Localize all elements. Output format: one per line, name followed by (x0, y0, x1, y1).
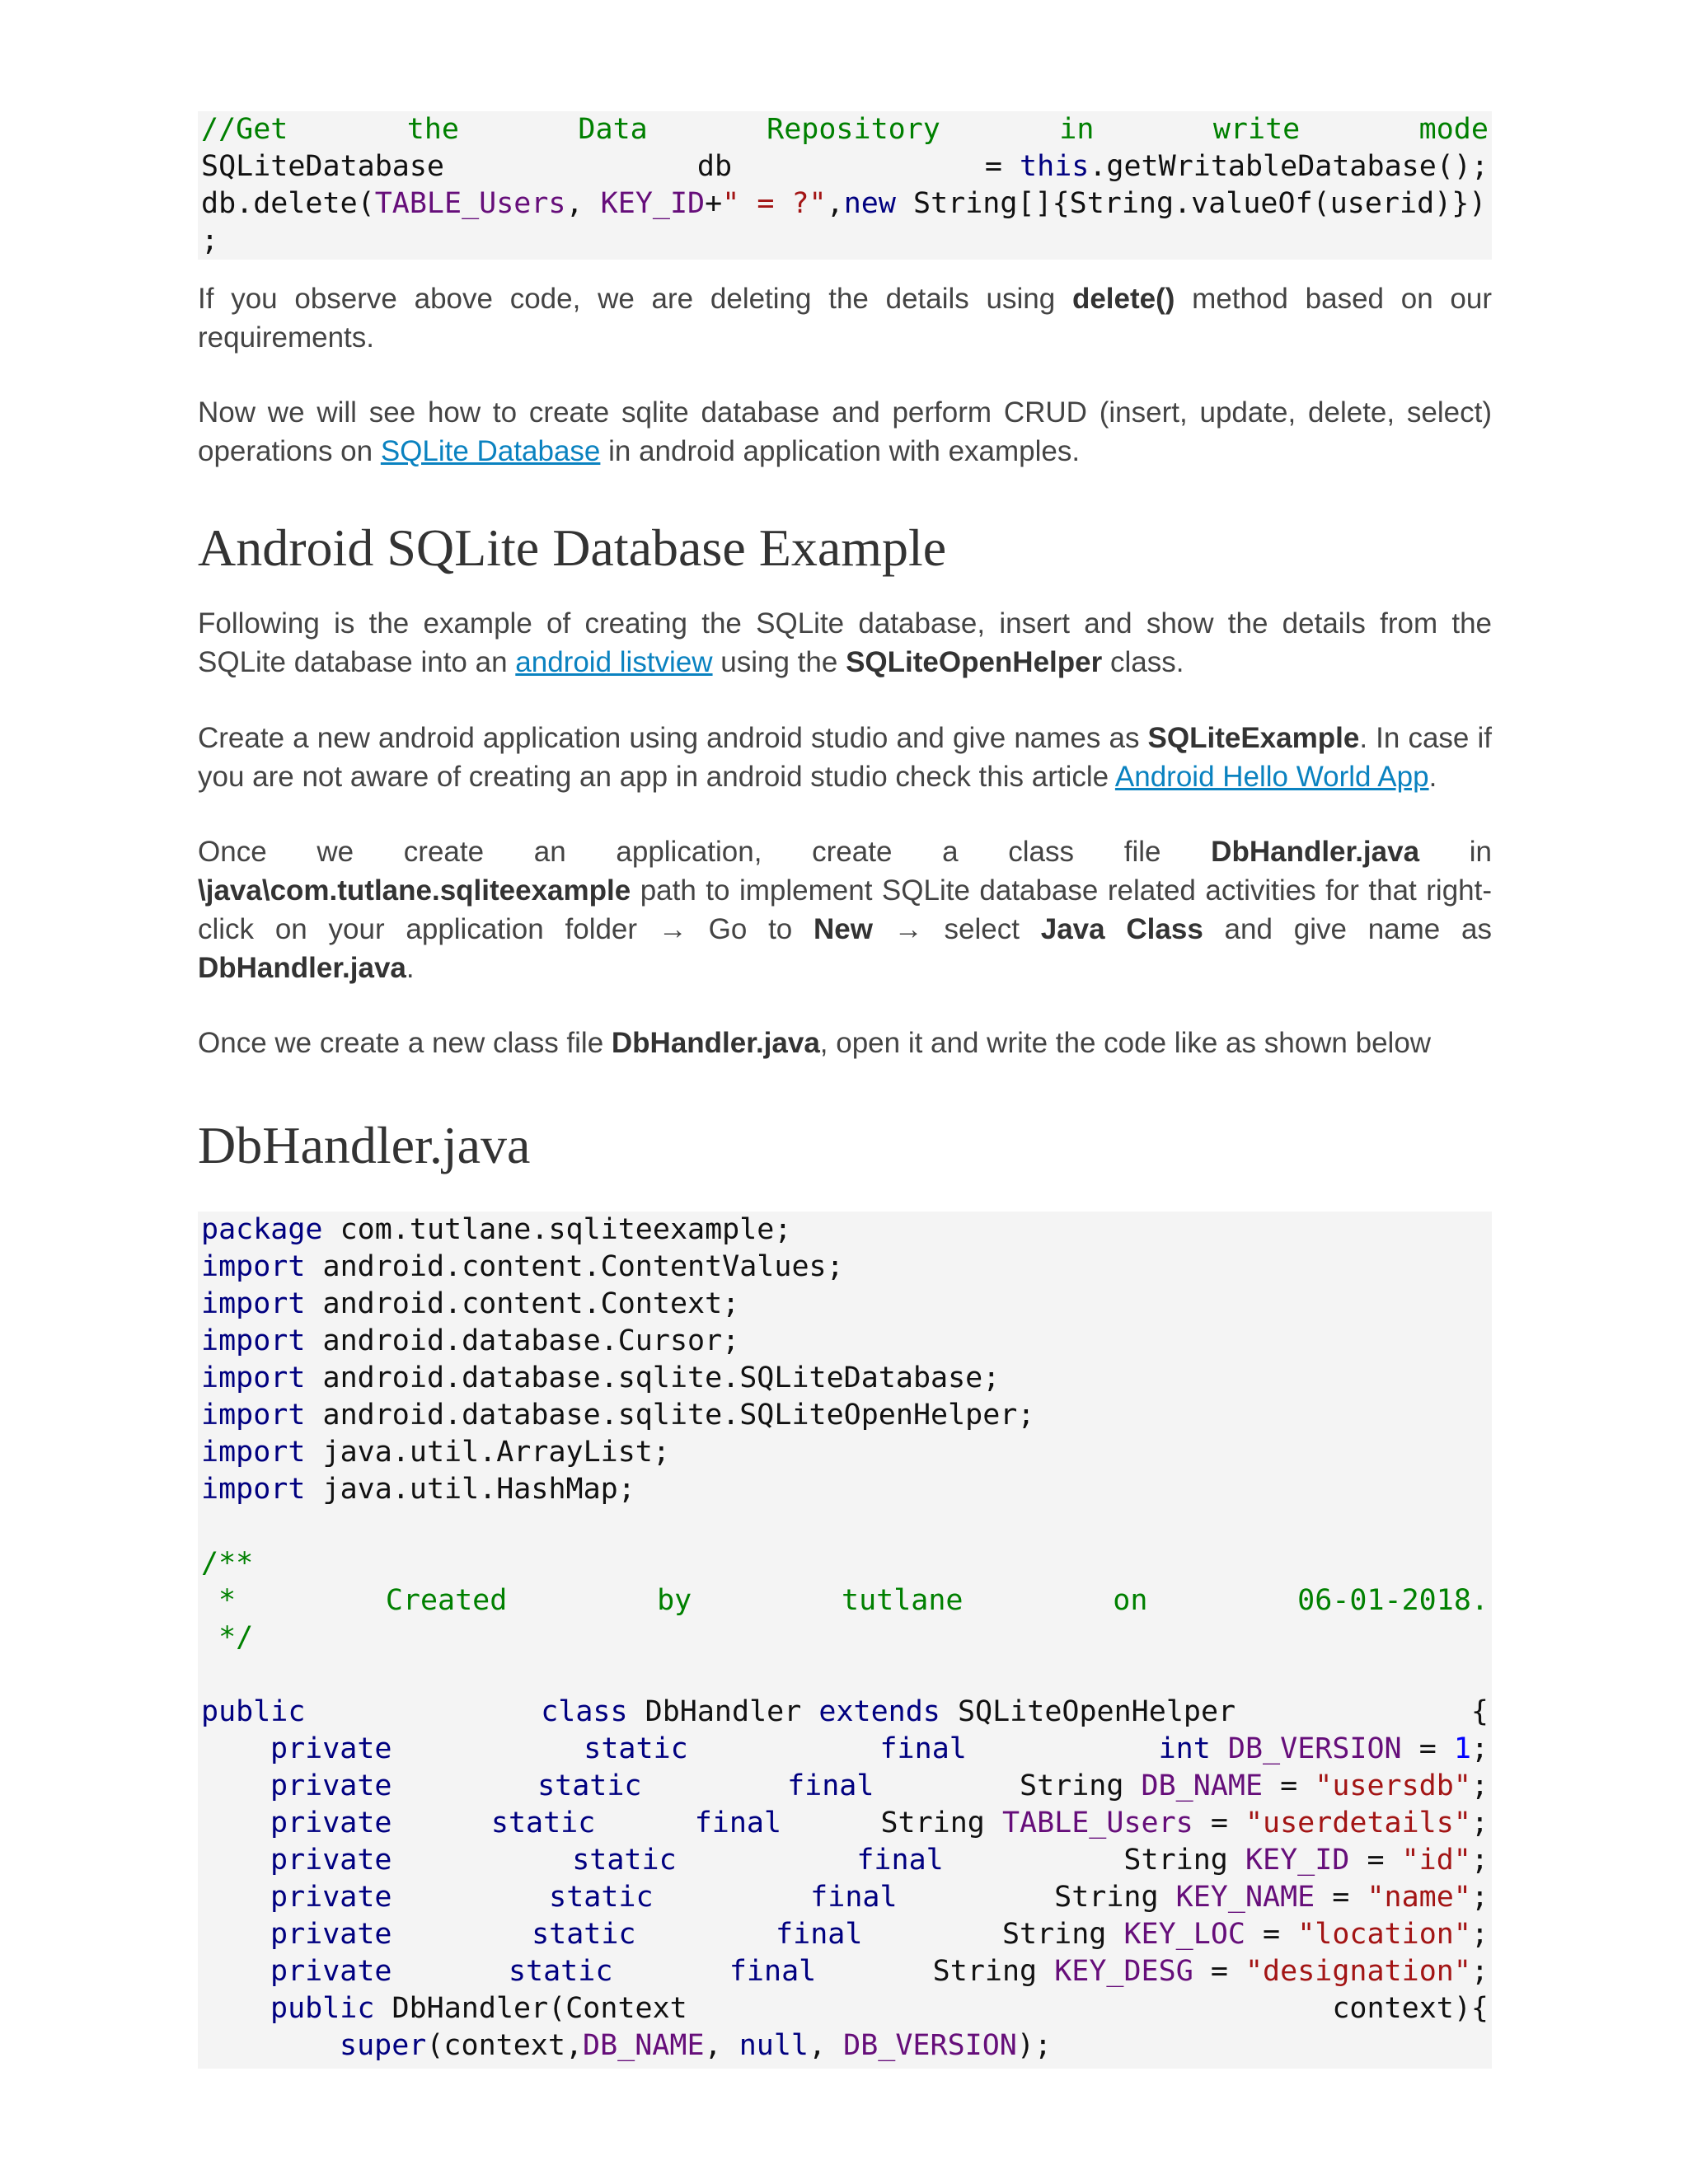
field-name: KEY_NAME (1175, 1881, 1315, 1914)
super-call-token: , (808, 2029, 844, 2062)
package-name: com.tutlane.sqliteexample; (322, 1213, 792, 1246)
text: Create a new android application using android studio and give names as (198, 722, 1148, 754)
keyword-final: final (776, 1918, 863, 1951)
constructor-name: DbHandler(Context (374, 1992, 687, 2025)
code-line (201, 1545, 1489, 1582)
file-name: DbHandler.java (1211, 836, 1420, 868)
code-line (201, 1916, 1489, 1953)
code-token: " = ?" (722, 187, 827, 220)
operator: = (1193, 1807, 1245, 1840)
text: method based on our requirements. (198, 283, 1492, 354)
string-value: "id" (1401, 1844, 1471, 1877)
constructor-signature (270, 1990, 687, 2027)
keyword-private: private (270, 1918, 392, 1951)
heading-dbhandler: DbHandler.java (198, 1116, 531, 1174)
type-string: String (880, 1807, 1002, 1840)
keyword-private: private (270, 1881, 392, 1914)
semicolon: ; (1470, 1732, 1489, 1765)
text: Once we create a new class file (198, 1027, 612, 1059)
paragraph-create-app (198, 719, 1492, 796)
parameter: context){ (1332, 1992, 1489, 2025)
comment-word: on (1113, 1584, 1148, 1617)
string-value: "designation" (1245, 1955, 1471, 1988)
text: in (1419, 836, 1492, 868)
code-token: new (843, 187, 896, 220)
text: path to implement SQLite database related activities for that right-click on your application folder → Go to (198, 874, 1492, 945)
text: , open it and write the code like as shown below (819, 1027, 1432, 1059)
code-line (201, 1360, 1489, 1397)
android-listview-link[interactable]: android listview (515, 646, 713, 678)
keyword-public: public (270, 1992, 375, 2025)
code-line (201, 1953, 1489, 1990)
code-line (201, 1694, 1489, 1731)
semicolon: ; (1470, 1844, 1489, 1877)
text: class. (1102, 646, 1184, 678)
operator: = (1193, 1955, 1245, 1988)
field-tail (1002, 1916, 1489, 1953)
keyword-package: package (201, 1213, 323, 1246)
code-line (201, 1212, 1489, 1249)
brace: { (1470, 1695, 1489, 1728)
code-line (201, 1434, 1489, 1471)
keyword-import: import (201, 1473, 306, 1506)
code-line (201, 185, 1489, 223)
code-token: String[]{String.valueOf(userid)}) (895, 187, 1487, 220)
space (1211, 1732, 1228, 1765)
string-value: "usersdb" (1315, 1769, 1471, 1802)
keyword-private: private (270, 1844, 392, 1877)
file-name: DbHandler.java (611, 1027, 820, 1059)
text: in android application with examples. (600, 435, 1081, 467)
keyword-static: static (532, 1918, 636, 1951)
comment-word: Created (385, 1584, 508, 1617)
app-name: SQLiteExample (1147, 722, 1360, 754)
code-comment-word: Data (578, 113, 648, 146)
type-string: String (932, 1955, 1055, 1988)
import-path: android.content.ContentValues; (305, 1250, 844, 1283)
keyword-private: private (270, 1732, 392, 1765)
super-call-token: DB_NAME (583, 2029, 705, 2062)
menu-java-class: Java Class (1040, 913, 1203, 945)
keyword-private: private (270, 1769, 392, 1802)
heading-example: Android SQLite Database Example (198, 518, 947, 577)
type-string: String (1123, 1844, 1245, 1877)
semicolon: ; (1470, 1918, 1489, 1951)
class-declaration (541, 1694, 1236, 1731)
semicolon: ; (1470, 1881, 1489, 1914)
field-declaration (695, 1805, 781, 1842)
import-path: android.database.sqlite.SQLiteDatabase; (305, 1361, 1001, 1394)
string-value: "location" (1297, 1918, 1471, 1951)
semicolon: ; (1470, 1807, 1489, 1840)
sqlite-database-link[interactable]: SQLite Database (380, 435, 601, 467)
import-path: android.database.Cursor; (305, 1324, 740, 1357)
method-name: delete() (1071, 283, 1175, 315)
text: If you observe above code, we are deleting the details using (198, 283, 1072, 315)
keyword-import: import (201, 1324, 306, 1357)
super-call-token: , (704, 2029, 739, 2062)
class-name: SQLiteOpenHelper (846, 646, 1103, 678)
semicolon: ; (1470, 1955, 1489, 1988)
keyword-import: import (201, 1436, 306, 1469)
code-line (201, 1249, 1489, 1286)
field-tail (1054, 1879, 1489, 1916)
keyword-import: import (201, 1250, 306, 1283)
field-name: KEY_DESG (1054, 1955, 1193, 1988)
keyword-class: class (541, 1695, 628, 1728)
keyword-static: static (549, 1881, 654, 1914)
field-tail (933, 1953, 1489, 1990)
field-name: TABLE_Users (1001, 1807, 1193, 1840)
import-path: java.util.HashMap; (305, 1473, 635, 1506)
type-string: String (1054, 1881, 1176, 1914)
keyword-final: final (879, 1732, 967, 1765)
file-name: DbHandler.java (198, 952, 406, 984)
keyword-private: private (270, 1955, 392, 1988)
menu-new: New (814, 913, 873, 945)
comment-word: by (657, 1584, 692, 1617)
code-line (201, 2027, 1489, 2064)
number-value: 1 (1453, 1732, 1471, 1765)
comment: */ (201, 1621, 254, 1654)
code-line (201, 1768, 1489, 1805)
field-tail (1159, 1731, 1489, 1768)
code-line (201, 148, 1489, 185)
text: Following is the example of creating the SQLite database, insert and show the details from the SQLite database into an (198, 607, 1492, 678)
keyword-import: import (201, 1287, 306, 1320)
code-token: KEY_ID (600, 187, 706, 220)
superclass-name: SQLiteOpenHelper (940, 1695, 1236, 1728)
keyword-final: final (729, 1955, 817, 1988)
field-tail (1020, 1768, 1489, 1805)
import-path: android.content.Context; (305, 1287, 740, 1320)
code-blank-line (201, 1508, 1489, 1545)
keyword-final: final (810, 1881, 898, 1914)
path-name: \java\com.tutlane.sqliteexample (198, 874, 631, 907)
code-token: db.delete( (201, 187, 375, 220)
string-value: "name" (1367, 1881, 1471, 1914)
code-line (201, 1323, 1489, 1360)
operator: = (1349, 1844, 1402, 1877)
keyword-static: static (572, 1844, 677, 1877)
keyword-import: import (201, 1361, 306, 1394)
code-token: = (984, 150, 1020, 183)
code-token: SQLiteDatabase (201, 150, 445, 183)
field-name: KEY_ID (1245, 1844, 1350, 1877)
keyword-import: import (201, 1399, 306, 1432)
keyword-extends: extends (818, 1695, 940, 1728)
code-line: ; (201, 224, 219, 257)
paragraph-example-intro (198, 604, 1492, 682)
hello-world-link[interactable]: Android Hello World App (1114, 761, 1429, 793)
super-call-token: ); (1016, 2029, 1053, 2062)
paragraph-write-code (198, 1024, 1492, 1062)
paragraph-create-class (198, 832, 1492, 987)
field-tail (1123, 1842, 1489, 1879)
text: using the (712, 646, 846, 678)
code-line (201, 1990, 1489, 2027)
super-call-token: DB_VERSION (843, 2029, 1017, 2062)
keyword-final: final (694, 1807, 782, 1840)
keyword-static: static (508, 1955, 613, 1988)
type-string: String (1020, 1769, 1142, 1802)
import-path: java.util.ArrayList; (305, 1436, 670, 1469)
text: → select (873, 913, 1041, 945)
field-name: DB_VERSION (1227, 1732, 1402, 1765)
code-line (201, 1397, 1489, 1434)
code-block-dbhandler (198, 1212, 1492, 2069)
code-line (201, 1619, 1489, 1657)
super-call-token: (context, (426, 2029, 584, 2062)
text: . (406, 952, 415, 984)
code-token: , (565, 187, 601, 220)
field-declaration (879, 1731, 966, 1768)
code-token: TABLE_Users (374, 187, 566, 220)
code-snippet-delete (198, 111, 1492, 260)
keyword-final: final (787, 1769, 874, 1802)
code-token: + (705, 187, 723, 220)
code-line (201, 1842, 1489, 1879)
operator: = (1245, 1918, 1298, 1951)
keyword-final: final (856, 1844, 944, 1877)
code-line (201, 1286, 1489, 1323)
import-path: android.database.sqlite.SQLiteOpenHelper; (305, 1399, 1035, 1432)
comment-word: * (218, 1584, 237, 1617)
class-name: DbHandler (627, 1695, 819, 1728)
operator: = (1315, 1881, 1367, 1914)
comment-word: tutlane (842, 1584, 964, 1617)
field-declaration (787, 1768, 874, 1805)
operator: = (1263, 1769, 1315, 1802)
paragraph-crud-intro (198, 393, 1492, 471)
type-int: int (1158, 1732, 1211, 1765)
field-name: DB_NAME (1141, 1769, 1264, 1802)
field-declaration (776, 1916, 862, 1953)
text: Now we will see how to create sqlite database and perform CRUD (insert, update, delete, select) operations on (198, 396, 1492, 467)
field-declaration (729, 1953, 816, 1990)
code-line (201, 1879, 1489, 1916)
semicolon: ; (1470, 1769, 1489, 1802)
code-comment-word: mode (1418, 113, 1489, 146)
code-line (201, 1582, 1489, 1619)
keyword-private: private (270, 1807, 392, 1840)
field-declaration (856, 1842, 943, 1879)
field-tail (880, 1805, 1489, 1842)
code-blank-line (201, 1657, 1489, 1694)
code-line (201, 111, 1489, 148)
code-token: , (826, 187, 844, 220)
operator: = (1401, 1732, 1454, 1765)
code-comment-word: //Get (201, 113, 288, 146)
code-line (201, 1471, 1489, 1508)
code-comment-word: Repository (767, 113, 940, 146)
string-value: "userdetails" (1245, 1807, 1471, 1840)
type-string: String (1001, 1918, 1124, 1951)
super-call-token: null (738, 2029, 809, 2062)
code-token: db (696, 150, 733, 183)
paragraph-delete-explanation (198, 279, 1492, 357)
text: Once we create an application, create a class file (198, 836, 1212, 868)
code-comment-word: in (1059, 113, 1095, 146)
text: . In case if you are not aware of creating an app in android studio check this article (198, 722, 1492, 793)
text: . (1428, 761, 1437, 793)
code-line (201, 1731, 1489, 1768)
code-token: .getWritableDatabase(); (1089, 150, 1489, 183)
code-line (201, 1805, 1489, 1842)
keyword-static: static (584, 1732, 688, 1765)
super-call-token: super (340, 2029, 427, 2062)
keyword-public: public (201, 1695, 306, 1728)
comment-word: 06-01-2018. (1297, 1584, 1489, 1617)
keyword-static: static (490, 1807, 596, 1840)
code-comment-word: the (406, 113, 459, 146)
comment: /** (201, 1547, 254, 1580)
keyword-static: static (537, 1769, 642, 1802)
code-token (985, 148, 1489, 185)
field-declaration (810, 1879, 897, 1916)
field-name: KEY_LOC (1123, 1918, 1245, 1951)
keyword-this: this (1020, 150, 1090, 183)
code-comment-word: write (1212, 113, 1301, 146)
text: and give name as (1203, 913, 1492, 945)
